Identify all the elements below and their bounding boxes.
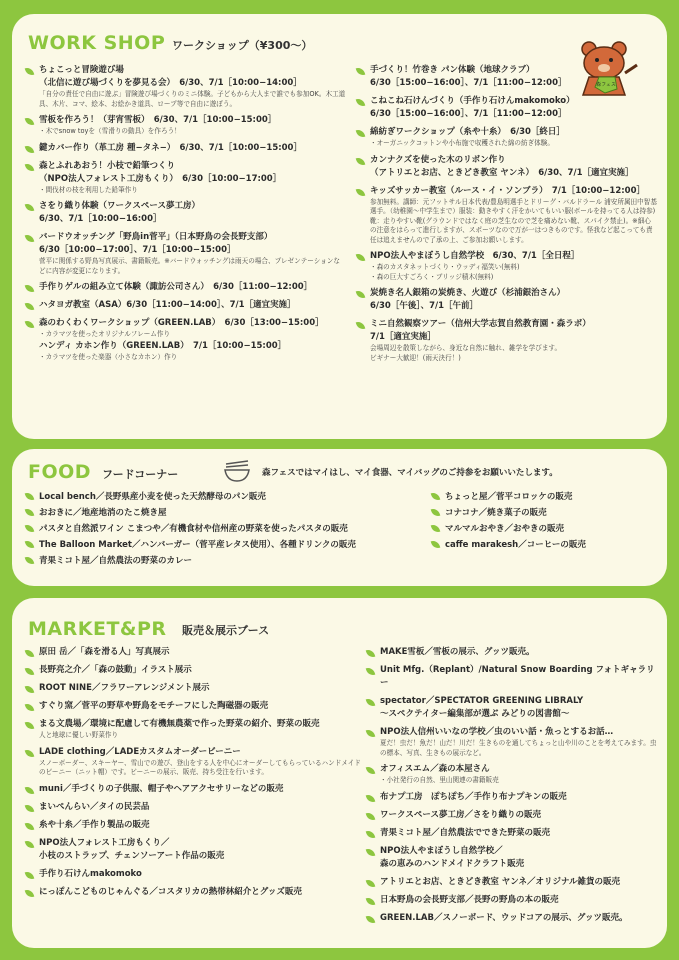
food-item bbox=[26, 505, 426, 521]
item-desc: 会場周辺を散策しながら、身近な自然に触れ、雑学を学びます。 bbox=[370, 344, 562, 352]
item-title: spectator／SPECTATOR GREENING LIBRALY bbox=[380, 696, 584, 706]
market-panel bbox=[12, 598, 667, 948]
item-title: こねこね石けんづくり（手作り石けんmakomoko） bbox=[370, 96, 575, 106]
item-title: ミニ自然観察ツアー（信州大学志賀自然教育園・森ラボ） bbox=[370, 319, 591, 329]
food-item-label: 青果ミコト屋／自然農法の野菜のカレー bbox=[39, 556, 193, 566]
leaf-icon bbox=[366, 829, 376, 840]
leaf-icon bbox=[25, 319, 35, 330]
item-title: オフィスエム／森の本屋さん bbox=[380, 764, 490, 774]
leaf-icon bbox=[25, 555, 35, 566]
leaf-icon bbox=[366, 914, 376, 925]
workshop-title: WORK SHOP bbox=[28, 32, 166, 54]
item-desc: ・カラマツを使ったオリジナルフレーム作り bbox=[39, 330, 171, 338]
leaf-icon bbox=[366, 697, 376, 708]
market-right-column bbox=[367, 646, 657, 930]
item-desc: ・木でsnow toyを（雪滑りの動具）を作ろう！ bbox=[39, 127, 181, 135]
item-desc: ・小社発行の自然、里山関連の書籍販売 bbox=[380, 776, 499, 784]
list-item bbox=[26, 783, 361, 796]
item-line2: 7/1［適宜実施］ bbox=[370, 332, 436, 342]
item-title: ワークスペース夢工房／さをり織りの販売 bbox=[380, 809, 541, 820]
list-item bbox=[26, 142, 346, 155]
food-item-label: ちょっと屋／菅平コロッケの販売 bbox=[445, 492, 573, 502]
list-item bbox=[367, 763, 657, 786]
item-desc: 人と地球に優しい野菜作り bbox=[39, 731, 119, 739]
item-line2: 森の恵みのハンドメイドクラフト販売 bbox=[380, 858, 525, 869]
leaf-icon bbox=[25, 748, 35, 759]
list-item bbox=[357, 126, 657, 149]
item-desc: 菅平に関係する野鳥写真展示、書籍販売。※バードウォッチングは雨天の場合、プレゼンテーションなどに内容が変更になります。 bbox=[39, 257, 340, 275]
list-item bbox=[367, 894, 657, 907]
leaf-icon bbox=[366, 728, 376, 739]
leaf-icon bbox=[25, 839, 35, 850]
item-title: アトリエとお店、ときどき教室 ヤンネ／オリジナル雑貨の販売 bbox=[380, 876, 621, 887]
leaf-icon bbox=[25, 507, 35, 518]
food-item bbox=[432, 521, 652, 537]
leaf-icon bbox=[366, 878, 376, 889]
food-item-label: The Balloon Market／ハンバーガー（菅平産レタス使用）、各種ドリンクの販売 bbox=[39, 540, 356, 550]
leaf-icon bbox=[25, 666, 35, 677]
item-title: NPO法人フォレスト工房もくり／ bbox=[39, 837, 170, 848]
bowl-chopsticks-icon bbox=[222, 460, 252, 482]
leaf-icon bbox=[431, 523, 441, 534]
item-title: 森のわくわくワークショップ（GREEN.LAB） 6/30［13:00−15:00］ bbox=[39, 318, 324, 328]
list-item bbox=[367, 695, 657, 721]
workshop-subtitle: ワークショップ（¥300〜） bbox=[172, 39, 313, 52]
item-title: NPO法人やまぼうし自然学校 6/30、7/1［全日程］ bbox=[370, 251, 580, 261]
item-title: まる文農場／環境に配慮して有機無農薬で作った野菜の紹介、野菜の販売 bbox=[39, 719, 320, 729]
item-desc: ・森のカスタネットづくり・ウッディ福笑い(無料) bbox=[370, 263, 520, 271]
item-title: Unit Mfg.（Replant）/Natural Snow Boarding フォトギャラリー bbox=[380, 665, 655, 688]
leaf-icon bbox=[356, 128, 366, 139]
leaf-icon bbox=[25, 720, 35, 731]
item-line2: 6/30［午後］、7/1［午前］ bbox=[370, 301, 479, 311]
item-title: muni／手づくりの子供服、帽子やヘアアクセサリーなどの販売 bbox=[39, 783, 284, 794]
item-desc2: ・森の巨大すごろく・ブリッジ積木(無料) bbox=[370, 272, 494, 281]
leaf-icon bbox=[366, 666, 376, 677]
item-desc2: ビギナー大歓迎！(雨天決行！) bbox=[370, 353, 461, 362]
leaf-icon bbox=[25, 301, 35, 312]
list-item bbox=[26, 718, 361, 741]
list-item bbox=[367, 646, 657, 659]
leaf-icon bbox=[25, 233, 35, 244]
list-item bbox=[26, 64, 346, 109]
food-item bbox=[26, 489, 426, 505]
list-item bbox=[367, 791, 657, 804]
leaf-icon bbox=[431, 491, 441, 502]
item-title: 雪板を作ろう！（芽宵雪板） 6/30、7/1［10:00−15:00］ bbox=[39, 115, 277, 125]
food-item bbox=[432, 489, 652, 505]
item-line2: 〜スペクテイター編集部が選ぶ みどりの図書館〜 bbox=[380, 709, 570, 719]
market-title: MARKET&PR bbox=[28, 618, 167, 640]
list-item bbox=[26, 231, 346, 276]
leaf-icon bbox=[366, 811, 376, 822]
item-desc: スノーボーダー、スキーヤー、雪山での遊び、登山をする人を中心にオーダーしてもらっているハンドメイドのビーニー（ニット帽）です。ビーニーの展示、販売、持ち受注を行います。 bbox=[39, 758, 361, 776]
item-title: 青果ミコト屋／自然農法でできた野菜の販売 bbox=[380, 827, 551, 838]
list-item bbox=[26, 682, 361, 695]
food-item-label: コナコナ／焼き菓子の販売 bbox=[445, 508, 547, 518]
list-item bbox=[26, 746, 361, 778]
leaf-icon bbox=[25, 785, 35, 796]
item-line2: （NPO法人フォレスト工房もくり） 6/30［10:00−17:00］ bbox=[39, 173, 282, 184]
leaf-icon bbox=[25, 539, 35, 550]
list-item bbox=[367, 664, 657, 690]
food-title: FOOD bbox=[28, 461, 92, 483]
leaf-icon bbox=[25, 116, 35, 127]
list-item bbox=[26, 868, 361, 881]
item-title: NPO法人やまぼうし自然学校／ bbox=[380, 845, 503, 856]
list-item bbox=[26, 801, 361, 814]
list-item bbox=[357, 154, 657, 180]
leaf-icon bbox=[25, 648, 35, 659]
leaf-icon bbox=[25, 162, 35, 173]
item-title: カンナクズを使った木のリボン作り bbox=[370, 154, 506, 165]
item-title: にっぽんこどものじゃんぐる／コスタリカの熱帯林紹介とグッズ販売 bbox=[39, 886, 302, 897]
leaf-icon bbox=[356, 66, 366, 77]
item-title: さをり織り体験（ワークスペース夢工房） bbox=[39, 201, 200, 211]
item-line2: 6/30［15:00−16:00］、7/1［11:00−12:00］ bbox=[370, 109, 567, 119]
item-title: 綿紡ぎワークショップ（糸や十糸） 6/30［終日］ bbox=[370, 127, 565, 137]
list-item bbox=[367, 809, 657, 822]
market-left-column bbox=[26, 646, 361, 904]
workshop-panel bbox=[12, 14, 667, 439]
item-title: 手作り石けんmakomoko bbox=[39, 868, 142, 879]
leaf-icon bbox=[366, 896, 376, 907]
item-desc: ・オーガニックコットンや小布施で収穫された綿の紡ぎ体験。 bbox=[370, 139, 554, 147]
leaf-icon bbox=[356, 97, 366, 108]
workshop-right-column bbox=[357, 64, 657, 368]
item-title: 手づくり！竹巻き パン体験（地球クラブ） bbox=[370, 65, 535, 75]
leaf-icon bbox=[25, 202, 35, 213]
item-title: 糸や十糸／手作り製品の販売 bbox=[39, 819, 150, 830]
leaf-icon bbox=[25, 870, 35, 881]
list-item bbox=[26, 299, 346, 312]
list-item bbox=[367, 912, 657, 925]
mascot-badge: 森フェス bbox=[596, 82, 616, 88]
item-desc: 夏だ！虫だ！魚だ！山だ！川だ！生きものを通してちょっと山や川のことを考えてみます。虫の標本、写真、生きもの展示など。 bbox=[380, 739, 657, 757]
item-title: LADE clothing／LADEカスタムオーダービーニー bbox=[39, 746, 241, 757]
item-title: 手作りゲルの組み立て体験（諏訪公司さん） 6/30［11:00−12:00］ bbox=[39, 282, 313, 292]
food-item bbox=[26, 537, 426, 553]
item-desc2: ・カラマツを使った楽器（小さなカホン）作り bbox=[39, 352, 178, 361]
workshop-left-column bbox=[26, 64, 346, 367]
item-line2: 6/30［10:00−17:00］、7/1［10:00−15:00］ bbox=[39, 245, 236, 255]
list-item bbox=[26, 160, 346, 196]
item-line2: （アトリエとお店、ときどき教室 ヤンネ） 6/30、7/1［適宜実施］ bbox=[370, 167, 634, 178]
item-title: ハタヨガ教室（ASA）6/30［11:00−14:00］、7/1［適宜実施］ bbox=[39, 300, 296, 310]
leaf-icon bbox=[25, 66, 35, 77]
list-item bbox=[26, 200, 346, 226]
list-item bbox=[357, 318, 657, 363]
item-line2: 6/30、7/1［10:00−16:00］ bbox=[39, 214, 162, 224]
leaf-icon bbox=[356, 320, 366, 331]
food-subtitle: フードコーナー bbox=[102, 468, 179, 481]
leaf-icon bbox=[25, 702, 35, 713]
item-title: 布ナプ工房 ぽちぽち／手作り布ナプキンの販売 bbox=[380, 791, 567, 802]
food-left-column bbox=[26, 489, 426, 569]
list-item bbox=[26, 886, 361, 899]
list-item bbox=[26, 317, 346, 362]
item-title: ROOT NINE／フラワーアレンジメント展示 bbox=[39, 683, 210, 693]
list-item bbox=[367, 876, 657, 889]
item-title: ちょこっと冒険遊び場 bbox=[39, 65, 124, 75]
leaf-icon bbox=[366, 648, 376, 659]
list-item bbox=[26, 819, 361, 832]
list-item bbox=[357, 95, 657, 121]
item-title: 森とふれあおう！小枝で鉛筆つくり bbox=[39, 160, 176, 171]
leaf-icon bbox=[25, 821, 35, 832]
leaf-icon bbox=[25, 888, 35, 899]
item-title: MAKE雪板／雪板の展示、グッツ販売。 bbox=[380, 647, 535, 657]
list-item bbox=[367, 726, 657, 758]
item-title: バードウオッチング「野鳥in菅平」（日本野鳥の会長野支部） bbox=[39, 232, 273, 242]
leaf-icon bbox=[25, 684, 35, 695]
item-title: GREEN.LAB／スノーボード、ウッドコアの展示、グッツ販売。 bbox=[380, 912, 628, 923]
food-item-label: マルマルおやき／おやきの販売 bbox=[445, 524, 565, 534]
item-line2: 小枝のストラップ、チェンソーアート作品の販売 bbox=[39, 850, 225, 861]
item-title: すぐり窯／菅平の野草や野鳥をモチーフにした陶磁器の販売 bbox=[39, 701, 269, 711]
item-title: まいぺんらい／タイの民芸品 bbox=[39, 801, 150, 812]
list-item bbox=[26, 664, 361, 677]
list-item bbox=[26, 281, 346, 294]
food-item-label: おおきに／地産地消のたこ焼き屋 bbox=[39, 508, 167, 518]
food-item-label: パスタと自然派ワイン こまつや／有機食材や信州産の野菜を使ったパスタの販売 bbox=[39, 524, 348, 534]
item-title: NPO法人信州いいなの学校／虫のいい話・魚っとするお話… bbox=[380, 727, 614, 737]
leaf-icon bbox=[356, 156, 366, 167]
leaf-icon bbox=[356, 289, 366, 300]
item-line2: 6/30［15:00−16:00］、7/1［11:00−12:00］ bbox=[370, 78, 567, 88]
food-right-column bbox=[432, 489, 652, 553]
list-item bbox=[26, 700, 361, 713]
item-title: 原田 岳／「森を滑る人」写真展示 bbox=[39, 647, 170, 657]
food-item bbox=[26, 521, 426, 537]
list-item bbox=[26, 646, 361, 659]
list-item bbox=[26, 837, 361, 863]
leaf-icon bbox=[366, 847, 376, 858]
leaf-icon bbox=[431, 507, 441, 518]
market-subtitle: 販売＆展示ブース bbox=[182, 624, 270, 637]
item-line3: ハンディ カホン作り（GREEN.LAB） 7/1［10:00−15:00］ bbox=[39, 340, 287, 351]
food-item bbox=[26, 553, 426, 569]
leaf-icon bbox=[25, 523, 35, 534]
leaf-icon bbox=[25, 491, 35, 502]
leaf-icon bbox=[25, 803, 35, 814]
food-item bbox=[432, 537, 652, 553]
food-item bbox=[432, 505, 652, 521]
leaf-icon bbox=[25, 283, 35, 294]
item-title: 日本野鳥の会長野支部／長野の野鳥の本の販売 bbox=[380, 894, 559, 905]
list-item bbox=[357, 185, 657, 246]
leaf-icon bbox=[356, 252, 366, 263]
food-item-label: caffe marakesh／コーヒーの販売 bbox=[445, 540, 586, 550]
list-item bbox=[357, 250, 657, 282]
item-title: 長野亮之介／「森の鼓動」イラスト展示 bbox=[39, 665, 192, 675]
list-item bbox=[367, 845, 657, 871]
food-item-label: Local bench／長野県産小麦を使った天然酵母のパン販売 bbox=[39, 492, 266, 502]
item-title: 鍵カバー作り（革工房 種−タネ−） 6/30、7/1［10:00−15:00］ bbox=[39, 142, 302, 153]
item-desc: ・間伐材の枝を利用した鉛筆作り bbox=[39, 185, 138, 194]
item-title: 炭焼き名人銀箱の炭焼き、火遊び（杉浦銀治さん） bbox=[370, 288, 566, 298]
item-line2: （北信に遊び場づくりを夢見る会） 6/30、7/1［10:00−14:00］ bbox=[39, 78, 302, 88]
food-panel bbox=[12, 449, 667, 586]
item-desc: 「自分の責任で自由に遊ぶ」冒険遊び場づくりのミニ体験。子どもから大人まで誰でも参加OK。木工道具、木片、コマ、絵本、お絵かき道具、ロープ等で自由に遊ぼう。 bbox=[39, 90, 346, 108]
item-title: キッズサッカー教室（ルース・イ・ソンブラ） 7/1［10:00−12:00］ bbox=[370, 185, 645, 196]
list-item bbox=[357, 287, 657, 313]
food-note: 森フェスではマイはし、マイ食器、マイバッグのご持参をお願いいたします。 bbox=[262, 468, 558, 478]
bear-mascot-icon bbox=[575, 37, 645, 97]
leaf-icon bbox=[366, 793, 376, 804]
item-desc: 参加無料。講師：元フットサル日本代表/豊島明選手とドリーグ・バルドラール 浦安所属田中智基選手。（幼稚園〜中学生まで）服装：動きやすく汗をかいてもいい服(ボールを持ってる人は持参)靴：走りやすい靴(グラウンドではなく庭の芝生なので芝を痛めない靴、スパイク禁止)。※細心の注意をはらって進行しますが、スポーツなので万が一はつきものです。怪我など起こっても責任は追えませんので了承の上、ご参加お願いします。 bbox=[370, 197, 657, 244]
list-item bbox=[367, 827, 657, 840]
leaf-icon bbox=[431, 539, 441, 550]
leaf-icon bbox=[25, 144, 35, 155]
leaf-icon bbox=[356, 187, 366, 198]
list-item bbox=[26, 114, 346, 137]
leaf-icon bbox=[366, 765, 376, 776]
